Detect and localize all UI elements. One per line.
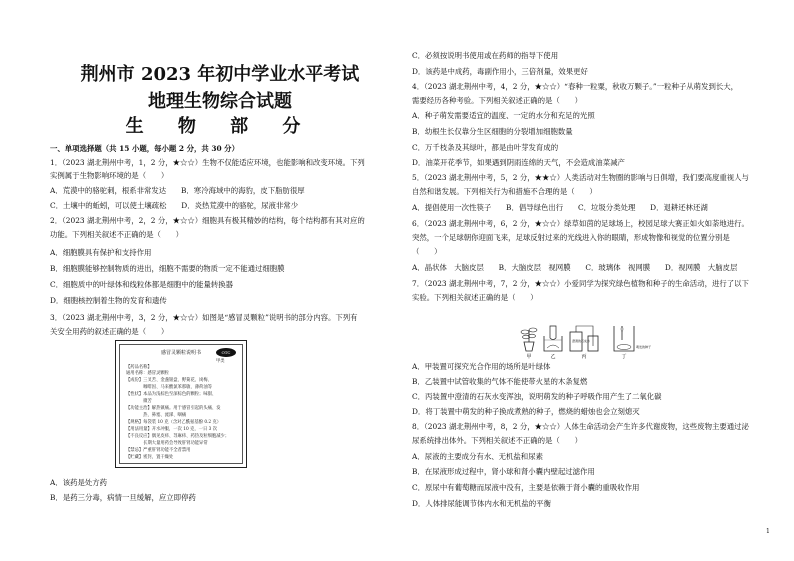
question-6-options: A．晶状体 大脑皮层 B．大脑皮层 视网膜 C．玻璃体 视网膜 D．视网膜 大脑皮层	[412, 263, 738, 272]
question-6-stem: 6．（2023 湖北荆州中考，6，2 分，★☆☆）绿草如茵的足球场上，校园足球大赛正如火如荼地进行。	[412, 219, 749, 228]
figure-text-limewater: 澄清的石灰水	[572, 339, 591, 343]
question-2-option-b: B．细胞膜能够控制物质的进出，细胞不需要的物质一定不能通过细胞膜	[50, 264, 285, 273]
question-3-option-a: A．该药是处方药	[50, 478, 108, 487]
question-2-stem-cont: 功能。下列相关叙述不正确的是（ ）	[50, 230, 184, 239]
label-line: 【用法用量】开水冲服，一次 10 克，一日 3 次	[126, 427, 218, 432]
page-number: 1	[766, 528, 770, 535]
section-title: 生 物 部 分	[125, 116, 315, 137]
label-tag: 甲类	[216, 359, 225, 364]
apparatus-ding	[614, 326, 651, 360]
label-line: 【功能主治】解热镇痛。用于感冒引起的头痛、发	[126, 406, 221, 411]
question-4-option-c: C．万千枝条及其绿叶，都是由叶芽发育成的	[412, 143, 559, 152]
apparatus-bing	[570, 326, 598, 360]
question-8-stem: 8．（2023 湖北荆州中考，8，2 分，★☆☆）人体生命活动会产生许多代谢废物，这些废物主要通过泌	[412, 422, 749, 431]
question-1-options-ab: A．荒漠中的骆驼刺，根系非常发达 B．寒冷海域中的海豹，皮下脂肪很厚	[50, 186, 305, 195]
question-7-stem-cont: 实验。下列相关叙述正确的是（ ）	[412, 293, 538, 302]
question-2-option-a: A．细胞膜具有保护和支持作用	[50, 248, 152, 257]
question-3-option-c: C．必须按说明书使用或在药师的指导下使用	[412, 51, 559, 60]
question-6-stem-cont: 突然，一个足球朝你迎面飞来，足球反射过来的光线进入你的眼睛，形成物像和视觉的位置分别是	[412, 233, 730, 242]
label-line: 【性状】本品为浅棕色至深棕色的颗粒；味甜、	[126, 392, 217, 397]
label-line: 长期大量用药会导致肝肾功能异常	[126, 441, 208, 446]
question-7-option-d: D．将丁装置中萌发的种子换成煮熟的种子，燃烧的蜡烛也会立刻熄灭	[412, 407, 640, 416]
question-8-stem-cont: 尿系统排出体外。下列相关叙述不正确的是（ ）	[412, 436, 582, 445]
figure-label-ding: 丁	[621, 354, 627, 360]
question-3-option-d: D．该药是中成药，毒副作用小，三倍剂量，效果更好	[412, 67, 588, 76]
question-4-stem: 4．（2023 湖北荆州中考，4，2 分，★☆☆）“春种一粒粟，秋收万颗子。”一粒种子从萌发到长大，	[412, 82, 739, 91]
question-3-stem-cont: 关安全用药的叙述正确的是（ ）	[50, 327, 169, 336]
label-line: 【贮藏】密封，置干燥处	[126, 455, 174, 460]
figure-label-bing: 丙	[581, 354, 587, 360]
label-line: 【药品名称】	[126, 365, 152, 370]
label-line: 热、鼻塞、流涕、咽痛	[126, 413, 187, 418]
otc-badge: OTC	[216, 348, 236, 357]
question-2-option-c: C．细胞质中的叶绿体和线粒体都是细胞中的能量转换器	[50, 280, 234, 289]
question-5-options: A．提倡使用一次性筷子 B．倡导绿色出行 C．垃圾分类处理 D．退耕还林还湖	[412, 203, 708, 212]
question-8-option-d: D．人体排尿能调节体内水和无机盐的平衡	[412, 499, 551, 508]
question-7-stem: 7．（2023 湖北荆州中考，7，2 分，★☆☆）小爱同学为探究绿色植物和种子的生命活动，进行了以下	[412, 279, 749, 288]
question-5-stem-cont: 自然和谐发展。下列相关行为和措施不合理的是（ ）	[412, 187, 597, 196]
question-7-option-b: B．乙装置中试管收集的气体不能使带火星的木条复燃	[412, 377, 588, 386]
label-line: 通用名称：感冒灵颗粒	[126, 371, 169, 376]
question-4-option-a: A．种子萌发需要适宜的温度、一定的水分和充足的光照	[412, 111, 595, 120]
exam-subtitle: 地理生物综合试题	[148, 91, 292, 112]
label-line: 【成份】三叉苦、金盏银盘、野菊花、岗梅、	[126, 378, 212, 383]
question-1-stem: 1．（2023 湖北荆州中考，1，2 分，★☆☆）生物不仅能适应环境，也能影响和改变环境。下列	[50, 158, 365, 167]
question-4-option-d: D．油菜开花季节，如果遇到阴雨连绵的天气，不会造成油菜减产	[412, 158, 625, 167]
label-line: 【规格】每袋装 10 克（含对乙酰氨基酚 0.2 克）	[126, 420, 222, 425]
question-4-option-b: B．幼根生长仅靠分生区细胞的分裂增加细胞数量	[412, 127, 573, 136]
question-8-option-c: C．原尿中有葡萄糖而尿液中没有，主要是依赖于肾小囊的重吸收作用	[412, 483, 640, 492]
apparatus-jia	[521, 328, 537, 360]
question-1-stem-cont: 实例属于生物影响环境的是（ ）	[50, 171, 169, 180]
question-7-option-c: C．丙装置中澄清的石灰水变浑浊，说明萌发的种子呼吸作用产生了二氧化碳	[412, 392, 662, 401]
medicine-label-figure	[115, 340, 247, 468]
label-line: 咖啡因、马来酸氯苯那敏、薄荷油等	[126, 385, 212, 390]
question-3-option-b: B．是药三分毒，病情一旦缓解，应立即停药	[50, 493, 196, 502]
label-line: 微苦	[126, 399, 152, 404]
label-line: 【不良反应】偶见皮疹、荨麻疹、药热及粒细胞减少；	[126, 434, 230, 439]
figure-text-seeds: 萌发的种子	[636, 345, 652, 349]
question-3-stem: 3．（2023 湖北荆州中考，3，2 分，★☆☆）如图是“感冒灵颗粒”说明书的部分内容。下列有	[50, 313, 358, 322]
question-7-option-a: A．甲装置可探究光合作用的场所是叶绿体	[412, 362, 551, 371]
label-line: 【禁忌】严重肝肾功能不全者禁用	[126, 448, 191, 453]
experiment-apparatus-figure	[518, 318, 668, 360]
question-1-options-cd: C．土壤中的蚯蚓，可以使土壤疏松 D．炎热荒漠中的骆驼，尿液非常少	[50, 201, 299, 210]
section-heading: 一、单项选择题（共 15 小题，每小题 2 分，共 30 分）	[50, 144, 239, 153]
question-4-stem-cont: 需要经历各种考验。下列相关叙述正确的是（ ）	[412, 96, 582, 105]
question-6-stem-blank: （ ）	[412, 247, 442, 256]
question-8-option-a: A．尿液的主要成分有水、无机盐和尿素	[412, 452, 543, 461]
question-2-option-d: D．细胞核控制着生物的发育和遗传	[50, 296, 167, 305]
question-2-stem: 2．（2023 湖北荆州中考，2，2 分，★☆☆）细胞具有极其精妙的结构，每个结构都有其对应的	[50, 216, 365, 225]
exam-title: 荆州市 2023 年初中学业水平考试	[80, 64, 360, 85]
question-8-option-b: B．在尿液形成过程中，肾小球和肾小囊内壁起过滤作用	[412, 467, 595, 476]
label-title: 感冒灵颗粒说明书	[160, 350, 201, 356]
figure-label-yi: 乙	[550, 354, 556, 360]
apparatus-yi	[544, 326, 562, 360]
figure-label-jia: 甲	[526, 354, 532, 360]
question-5-stem: 5．（2023 湖北荆州中考，5，2 分，★★☆）人类活动对生物圈的影响与日俱增，我们要高度重视人与	[412, 173, 749, 182]
